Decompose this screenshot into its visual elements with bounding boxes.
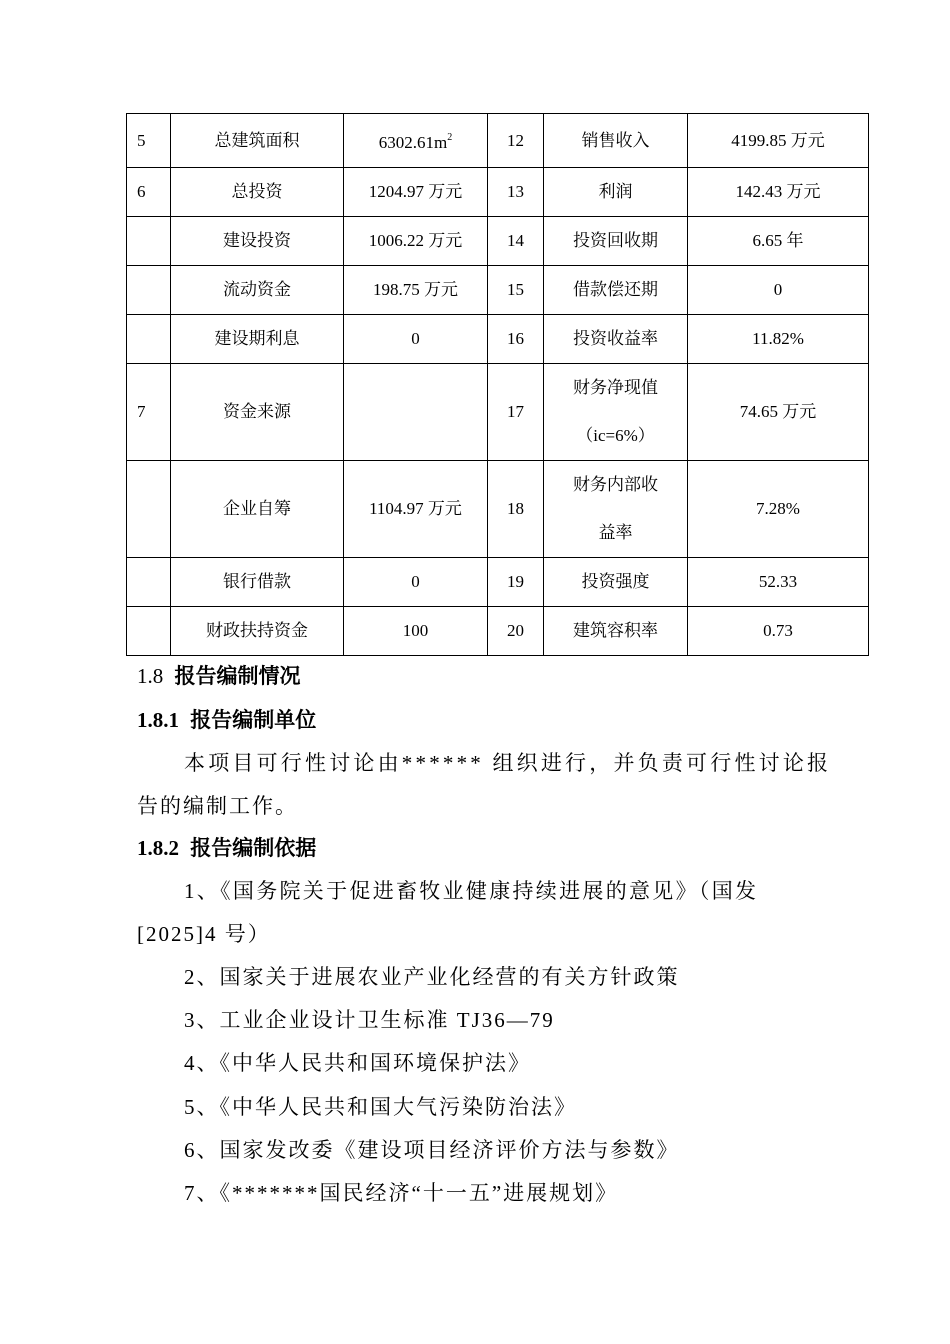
list-item: 1、《国务院关于促进畜牧业健康持续进展的意见》（国发 bbox=[184, 879, 759, 903]
list-item: 7、《*******国民经济“十一五”进展规划》 bbox=[184, 1181, 619, 1205]
item-value: 4199.85 万元 bbox=[688, 114, 869, 168]
item-name: 销售收入 bbox=[544, 114, 688, 168]
row-number: 13 bbox=[488, 168, 544, 217]
item-name: 总投资 bbox=[171, 168, 344, 217]
item-value: 7.28% bbox=[688, 461, 869, 558]
item-value: 0 bbox=[344, 558, 488, 607]
section-number: 1.8 bbox=[137, 664, 164, 688]
item-value: 6.65 年 bbox=[688, 217, 869, 266]
item-name: 总建筑面积 bbox=[171, 114, 344, 168]
row-number: 19 bbox=[488, 558, 544, 607]
item-name: 财务内部收 益率 bbox=[544, 461, 688, 558]
row-number bbox=[127, 607, 171, 656]
table-row bbox=[127, 607, 869, 656]
list-item: [2025]4 号） bbox=[137, 922, 271, 946]
item-value: 74.65 万元 bbox=[688, 364, 869, 461]
row-number: 20 bbox=[488, 607, 544, 656]
item-value: $6302.61m^2$ bbox=[344, 114, 488, 168]
paragraph-line: 本项目可行性讨论由****** 组织进行，并负责可行性讨论报 bbox=[184, 751, 832, 775]
section-title: 报告编制单位 bbox=[190, 708, 317, 732]
list-item: 6、国家发改委《建设项目经济评价方法与参数》 bbox=[184, 1138, 680, 1162]
paragraph-line: 告的编制工作。 bbox=[137, 794, 298, 818]
item-name: 利润 bbox=[544, 168, 688, 217]
table-row bbox=[127, 217, 869, 266]
item-value: 142.43 万元 bbox=[688, 168, 869, 217]
item-value: 1204.97 万元 bbox=[344, 168, 488, 217]
item-name: 建筑容积率 bbox=[544, 607, 688, 656]
row-number bbox=[127, 315, 171, 364]
table-row bbox=[127, 364, 869, 461]
section-title: 报告编制依据 bbox=[190, 836, 317, 860]
item-value: 1006.22 万元 bbox=[344, 217, 488, 266]
item-name: 建设投资 bbox=[171, 217, 344, 266]
row-number bbox=[127, 461, 171, 558]
table-row bbox=[127, 266, 869, 315]
item-value: 0 bbox=[344, 315, 488, 364]
item-value: 52.33 bbox=[688, 558, 869, 607]
item-name: 投资收益率 bbox=[544, 315, 688, 364]
item-name: 财政扶持资金 bbox=[171, 607, 344, 656]
item-name: 企业自筹 bbox=[171, 461, 344, 558]
row-number: 5 bbox=[127, 114, 171, 168]
section-heading-1-8-2 bbox=[137, 832, 316, 862]
item-value: 198.75 万元 bbox=[344, 266, 488, 315]
row-number: 18 bbox=[488, 461, 544, 558]
row-number bbox=[127, 217, 171, 266]
row-number: 14 bbox=[488, 217, 544, 266]
table-row bbox=[127, 315, 869, 364]
table-row bbox=[127, 461, 869, 558]
row-number: 7 bbox=[127, 364, 171, 461]
item-value bbox=[344, 364, 488, 461]
item-value: 0 bbox=[688, 266, 869, 315]
section-heading-1-8 bbox=[137, 660, 301, 690]
row-number: 17 bbox=[488, 364, 544, 461]
row-number: 6 bbox=[127, 168, 171, 217]
list-item: 5、《中华人民共和国大气污染防治法》 bbox=[184, 1095, 577, 1119]
table-row bbox=[127, 168, 869, 217]
item-name: 建设期利息 bbox=[171, 315, 344, 364]
project-metrics-table bbox=[126, 113, 869, 656]
row-number: 12 bbox=[488, 114, 544, 168]
item-value: 11.82% bbox=[688, 315, 869, 364]
section-heading-1-8-1 bbox=[137, 704, 316, 734]
item-name: 流动资金 bbox=[171, 266, 344, 315]
list-item: 2、国家关于进展农业产业化经营的有关方针政策 bbox=[184, 965, 680, 989]
item-name: 投资回收期 bbox=[544, 217, 688, 266]
section-number: 1.8.2 bbox=[137, 836, 179, 860]
table-row bbox=[127, 114, 869, 168]
item-value: 0.73 bbox=[688, 607, 869, 656]
item-name: 财务净现值 （ic=6%） bbox=[544, 364, 688, 461]
item-name: 银行借款 bbox=[171, 558, 344, 607]
table-row bbox=[127, 558, 869, 607]
list-item: 3、工业企业设计卫生标准 TJ36—79 bbox=[184, 1008, 555, 1032]
item-name: 资金来源 bbox=[171, 364, 344, 461]
item-value: 100 bbox=[344, 607, 488, 656]
row-number bbox=[127, 558, 171, 607]
row-number: 15 bbox=[488, 266, 544, 315]
row-number: 16 bbox=[488, 315, 544, 364]
item-value: 1104.97 万元 bbox=[344, 461, 488, 558]
list-item: 4、《中华人民共和国环境保护法》 bbox=[184, 1051, 531, 1075]
item-name: 投资强度 bbox=[544, 558, 688, 607]
section-title: 报告编制情况 bbox=[174, 664, 301, 688]
section-number: 1.8.1 bbox=[137, 708, 179, 732]
item-name: 借款偿还期 bbox=[544, 266, 688, 315]
row-number bbox=[127, 266, 171, 315]
